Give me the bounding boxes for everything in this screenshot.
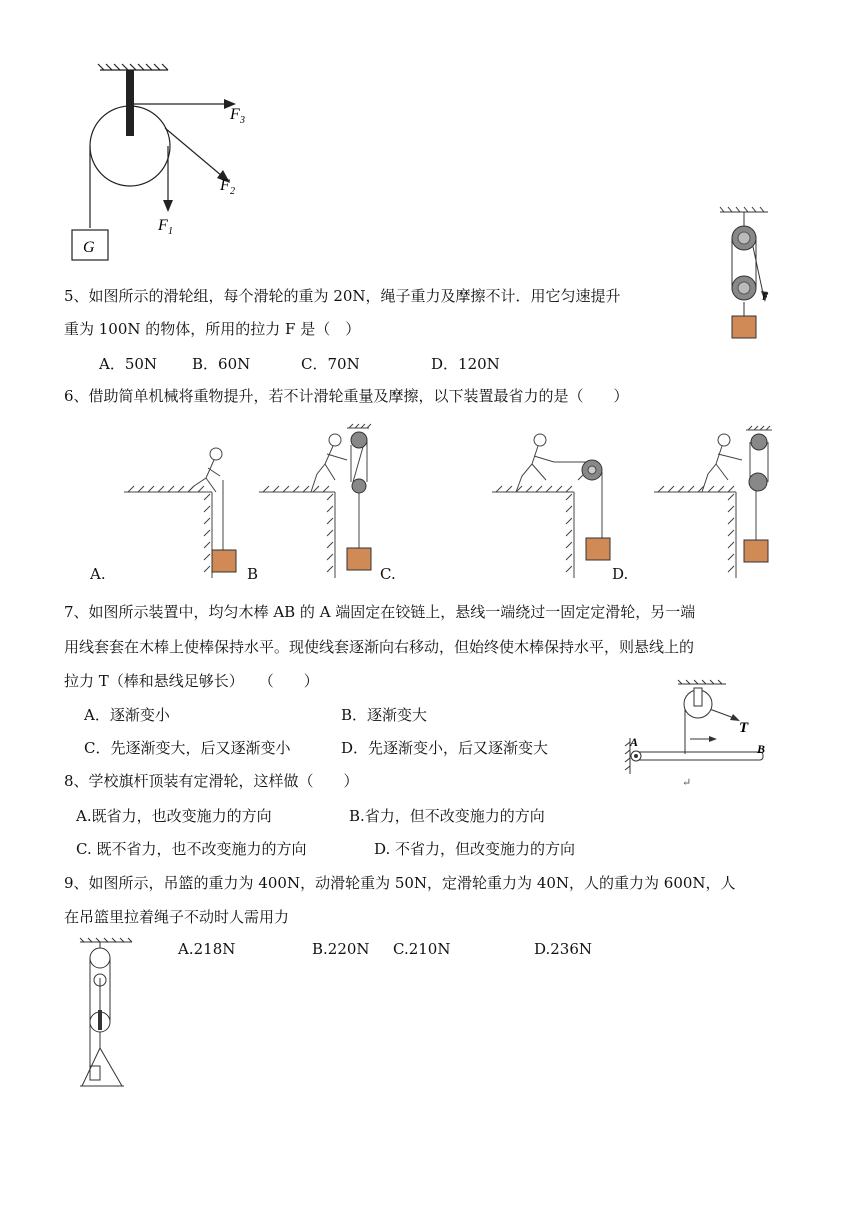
f3-subscript: 3 [240,115,245,126]
q5-stem-line2: 重为 100N 的物体，所用的拉力 F 是（ ） [64,320,361,338]
q7-option-a: A．逐渐变小 [84,706,170,724]
q6-option-c-figure [488,420,628,580]
q7-stem-line1: 7、如图所示装置中，均匀木棒 AB 的 A 端固定在铰链上，悬线一端绕过一固定定滑轮，另一端 [64,603,696,621]
paragraph-mark: ↵ [682,777,692,789]
f2-label: F [220,177,230,194]
q9-option-d: D.236N [534,940,593,958]
q5-option-d: D．120N [431,355,500,373]
q6-label-b: B [247,565,259,583]
q8-stem: 8、学校旗杆顶装有定滑轮，这样做（ ） [64,772,359,790]
q7-option-b: B．逐渐变大 [341,706,428,724]
q8-option-c: C. 既不省力，也不改变施力的方向 [76,840,307,858]
pulley-block-figure [712,202,782,342]
q8-option-a: A.既省力，也改变施力的方向 [76,807,272,825]
f1-subscript: 1 [168,226,173,237]
q6-label-c: C. [380,565,396,583]
q6-label-d: D. [612,565,629,583]
fixed-pulley-force-figure [60,58,260,268]
q9-option-c: C.210N [393,940,451,958]
q8-option-d: D. 不省力，但改变施力的方向 [374,840,576,858]
q9-option-b: B.220N [312,940,370,958]
q7-stem-line2: 用线套套在木棒上使棒保持水平。现使线套逐渐向右移动，但始终使木棒保持水平，则悬线上的 [64,638,695,656]
q9-option-a: A.218N [178,940,236,958]
q5-option-b: B．60N [192,355,251,373]
point-b-label: B [757,742,766,756]
q5-stem-line1: 5、如图所示的滑轮组，每个滑轮的重为 20N，绳子重力及摩擦不计．用它匀速提升 [64,287,621,305]
q6-option-d-figure [650,420,790,580]
q5-option-a: A．50N [99,355,158,373]
g-label: G [83,239,95,256]
q9-stem-line2: 在吊篮里拉着绳子不动时人需用力 [64,908,290,926]
lever-pulley-figure [622,678,782,788]
q8-option-b: B.省力，但不改变施力的方向 [349,807,545,825]
f1-label: F [158,217,168,234]
f2-subscript: 2 [230,186,235,197]
q6-option-a-figure [120,420,250,580]
tension-t-label: T [739,720,749,736]
q7-option-c: C．先逐渐变大，后又逐渐变小 [84,739,291,757]
f3-label: F [230,106,240,123]
force-f-label: F [762,292,769,303]
q6-label-a: A. [90,565,106,583]
point-a-label: A [630,735,639,749]
q6-stem: 6、借助简单机械将重物提升，若不计滑轮重量及摩擦，以下装置最省力的是（ ） [64,387,629,405]
q5-option-c: C．70N [301,355,360,373]
q6-option-b-figure [255,420,395,580]
q9-stem-line1: 9、如图所示，吊篮的重力为 400N，动滑轮重为 50N，定滑轮重力为 40N，人的重力为 600N，人 [64,874,736,892]
q7-option-d: D．先逐渐变小，后又逐渐变大 [341,739,549,757]
basket-pulley-figure [72,936,142,1096]
q7-stem-line3: 拉力 T（棒和悬线足够长） （ ） [64,672,319,690]
